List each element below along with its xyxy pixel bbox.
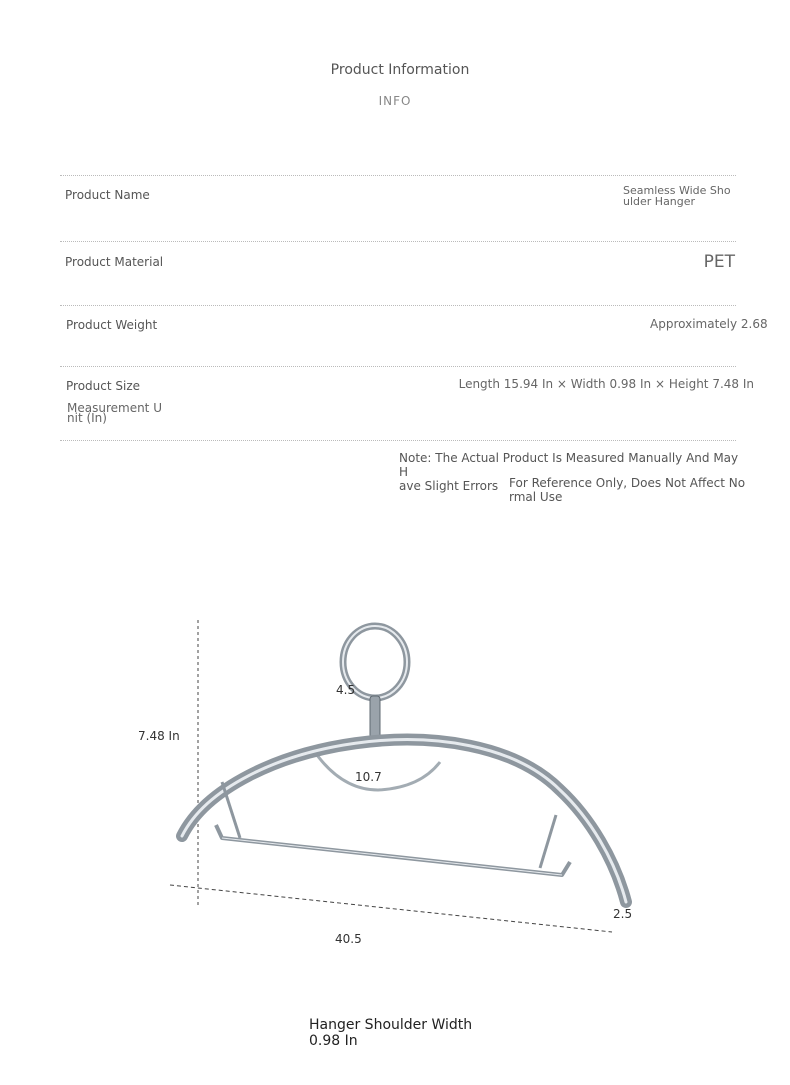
- note-line4: rmal Use: [509, 490, 563, 504]
- tip-label: 2.5: [613, 907, 633, 921]
- bottom-bar: [216, 825, 570, 875]
- width-label: 40.5: [335, 932, 362, 946]
- caption-line1: Hanger Shoulder Width: [309, 1017, 473, 1033]
- note-line2: ave Slight Errors: [399, 479, 499, 493]
- bottom-bar-highlight: [222, 838, 562, 875]
- inner-label: 10.7: [355, 770, 382, 784]
- product-weight-value: Approximately 2.68: [650, 317, 768, 331]
- hook-stem: [370, 696, 380, 738]
- caption-line2: 0.98 In: [309, 1033, 358, 1049]
- measurement-unit-line2: nit (In): [67, 411, 107, 425]
- product-size-value: Length 15.94 In × Width 0.98 In × Height 7.48 In: [458, 377, 754, 391]
- product-material-value: PET: [703, 252, 735, 272]
- note-line3: For Reference Only, Does Not Affect No: [509, 476, 746, 490]
- page-title: Product Information: [330, 62, 470, 78]
- product-name-label: Product Name: [65, 188, 150, 202]
- height-label: 7.48 In: [138, 729, 180, 743]
- product-name-value-line1: Seamless Wide Sho: [623, 184, 731, 197]
- width-dimension-line: [170, 885, 612, 932]
- shoulder-arc-highlight: [182, 740, 626, 902]
- note-line1: Note: The Actual Product Is Measured Manually And May H: [399, 451, 739, 479]
- hook-label: 4.5: [336, 683, 356, 697]
- product-size-label: Product Size: [66, 379, 141, 393]
- right-strut: [540, 815, 556, 868]
- product-material-label: Product Material: [65, 255, 164, 269]
- measurement-unit-line1: Measurement U: [67, 401, 162, 415]
- page-subtitle: INFO: [378, 94, 412, 108]
- product-name-value-line2: ulder Hanger: [623, 195, 696, 208]
- shoulder-width-caption: [309, 1017, 529, 1049]
- shoulder-arc: [182, 740, 626, 902]
- product-weight-label: Product Weight: [66, 318, 158, 332]
